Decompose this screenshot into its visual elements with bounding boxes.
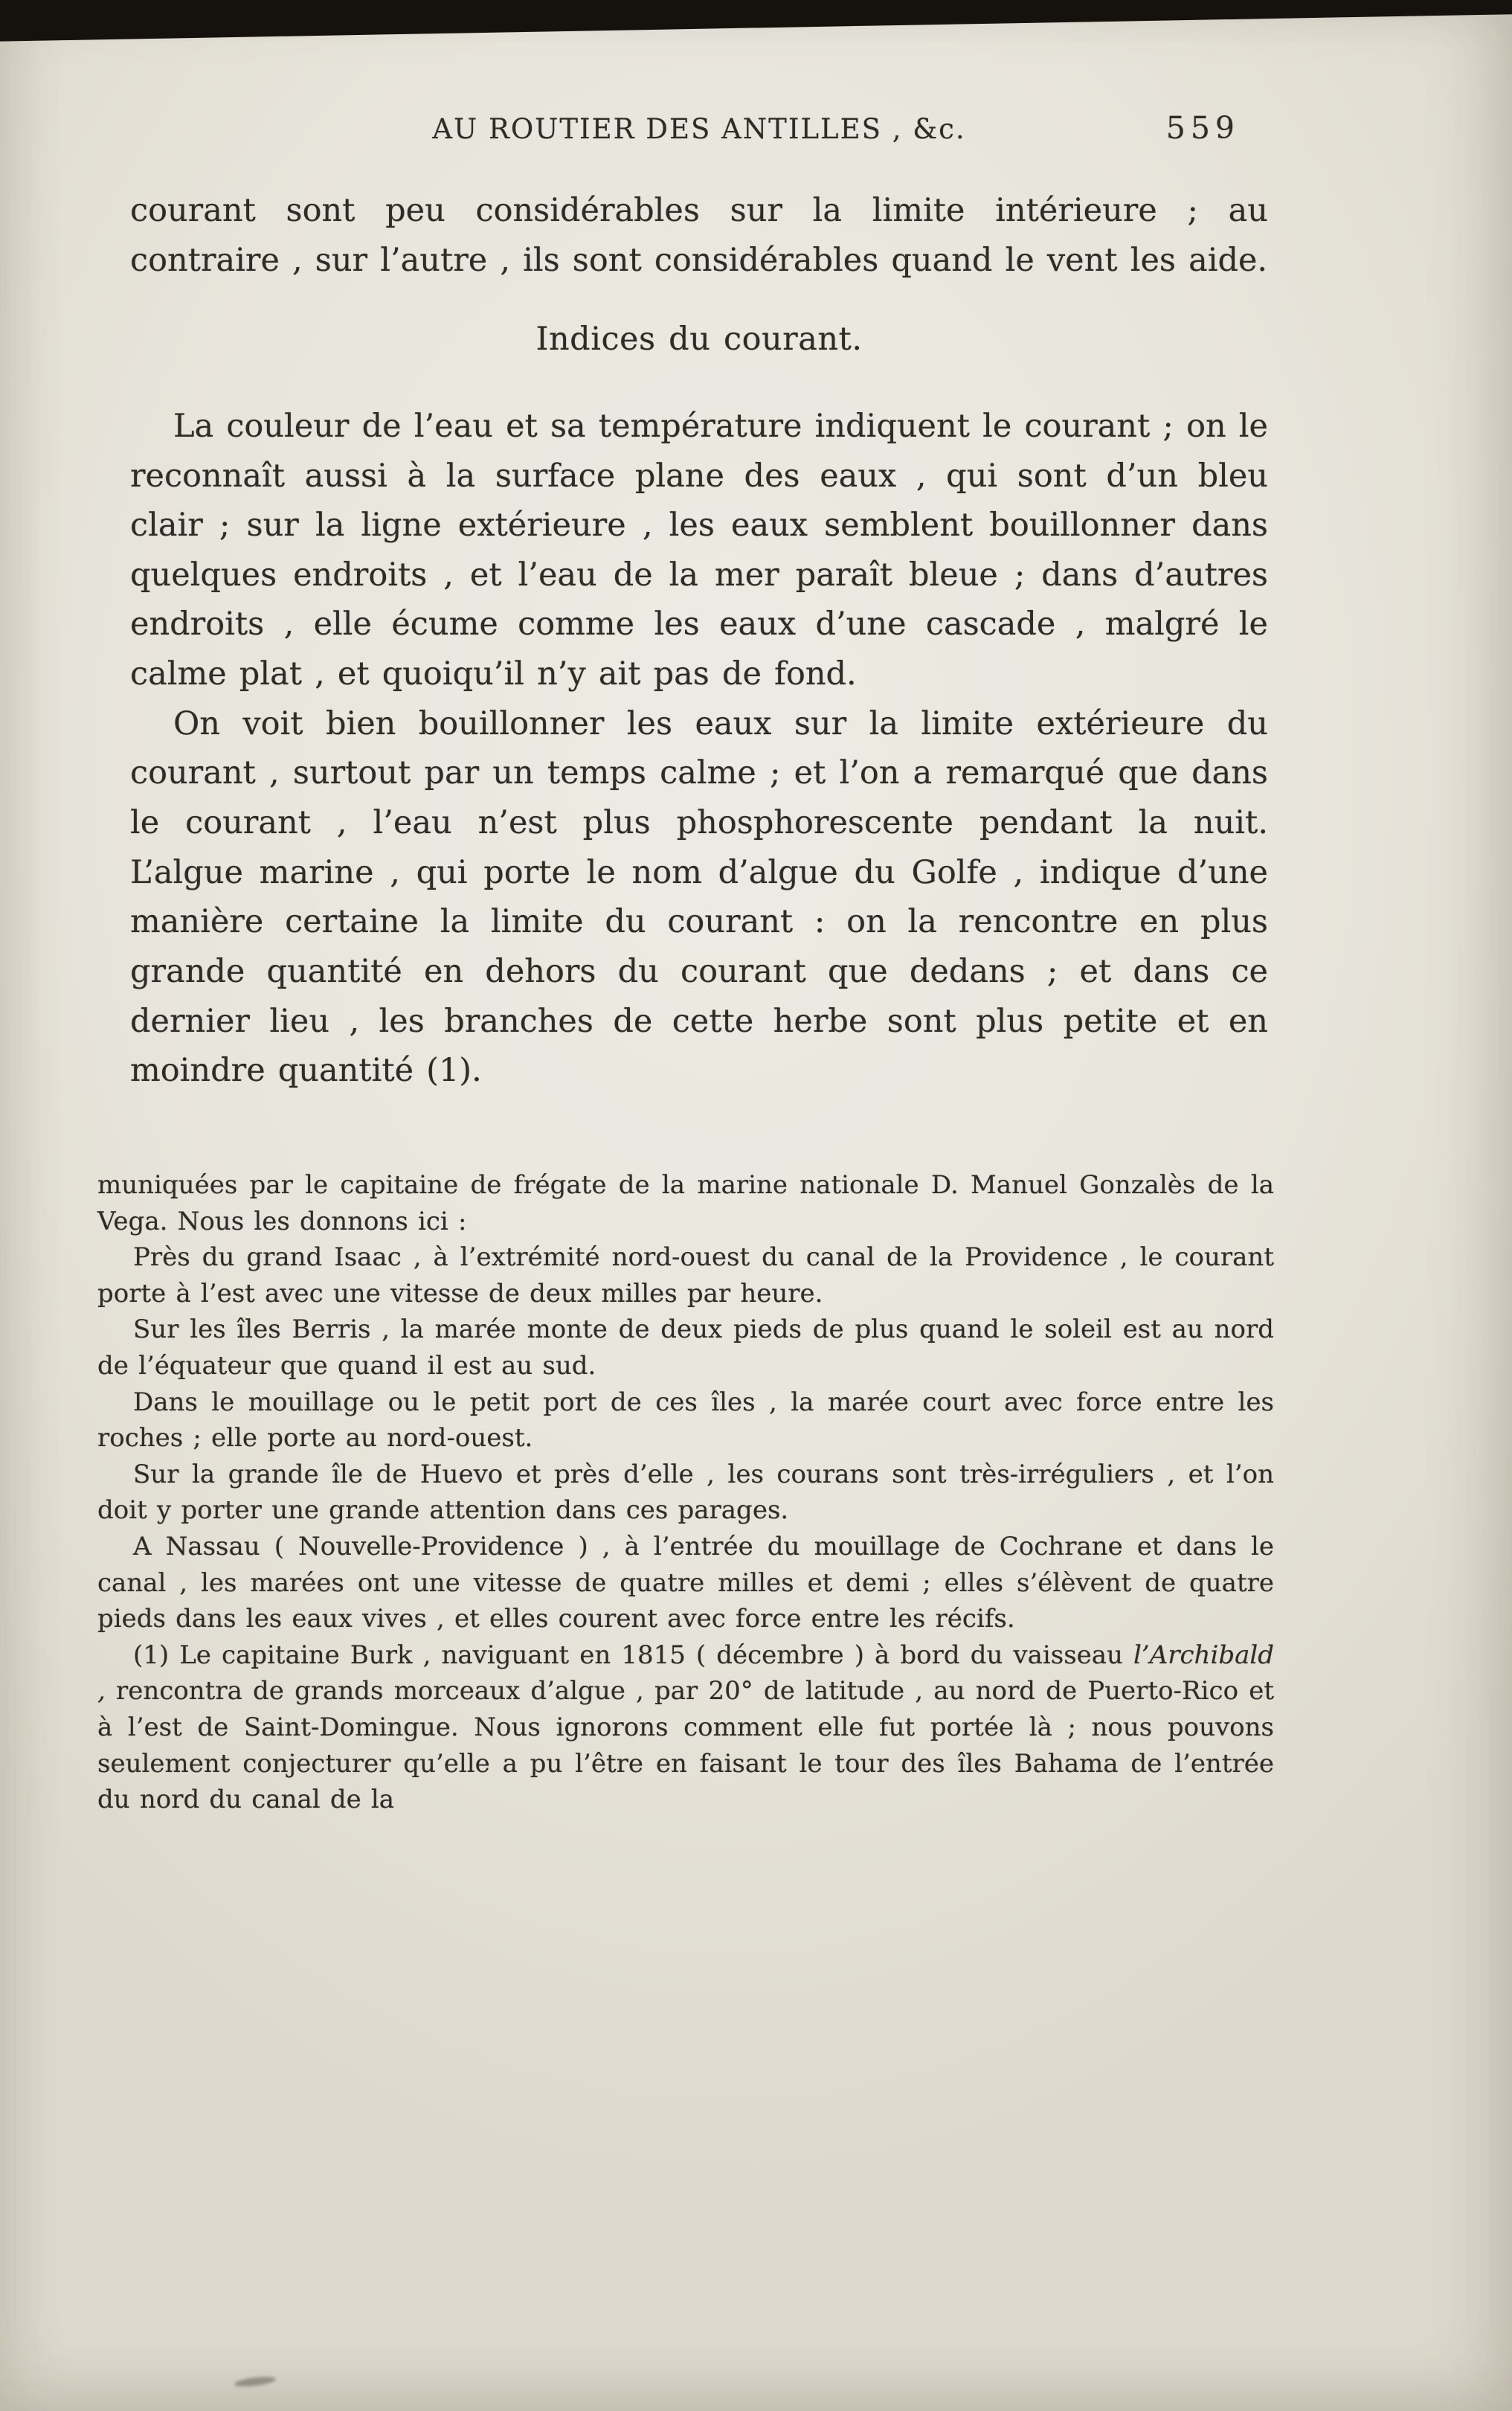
scan-top-edge bbox=[0, 0, 1512, 42]
footnote-item: A Nassau ( Nouvelle-Providence ) , à l’entrée du mouillage de Cochrane et dans le canal , les marées ont une vitesse de quatre milles et demi ; elles s’élèvent de quatre pieds dans les eaux vives , et elles courent avec force entre les récifs. bbox=[97, 1531, 1274, 1634]
footnote-item: Près du grand Isaac , à l’extrémité nord-ouest du canal de la Providence , le courant porte à l’est avec une vitesse de deux milles par heure. bbox=[97, 1242, 1274, 1309]
section-heading: Indices du courant. bbox=[535, 321, 863, 359]
body-paragraph: On voit bien bouillonner les eaux sur la limite extérieure du courant , surtout par un temps calme ; et l’on a remarqué que dans le courant , l’eau n’est plus phosphorescente pendant la nuit. L’algue marine , qui porte le nom d’algue du Golfe , indique d’une manière certaine la limite du courant : on la rencontre en plus grande quantité en dehors du courant que dedans ; et dans ce dernier lieu , les branches de cette herbe sont plus petite et en moindre quantité (1). bbox=[130, 704, 1268, 1090]
body-paragraph: La couleur de l’eau et sa température indiquent le courant ; on le reconnaît aussi à la surface plane des eaux , qui sont d’un bleu clair ; sur la ligne extérieure , les eaux semblent bouillonner dans quelques endroits , et l’eau de la mer paraît bleue ; dans d’autres endroits , elle écume comme les eaux d’une cascade , malgré le calme plat , et quoiqu’il n’y ait pas de fond. bbox=[130, 407, 1268, 693]
footnotes-block bbox=[97, 1167, 1274, 1818]
page-number: 559 bbox=[1165, 110, 1240, 146]
body-paragraph-continuation: courant sont peu considérables sur la limite intérieure ; au contraire , sur l’autre , ils sont considérables quand le vent les aide. bbox=[130, 192, 1268, 279]
footnote-note1-text: rencontra de grands morceaux d’algue , par 20° de latitude , au nord de Puerto-Rico et à l’est de Saint-Domingue. Nous ignorons comment elle fut portée là ; nous pouvons seulement conjecturer qu’elle a pu l’être en faisant le tour des îles Bahama de l’entrée du nord du canal de la bbox=[97, 1676, 1274, 1815]
footnote-continuation: muniquées par le capitaine de frégate de la marine nationale D. Manuel Gonzalès de la Vega. Nous les donnons ici : bbox=[97, 1169, 1274, 1236]
scan-smudge bbox=[234, 2375, 277, 2389]
running-header bbox=[130, 110, 1268, 152]
running-header-title: AU ROUTIER DES ANTILLES , &c. bbox=[432, 113, 966, 145]
footnote-item: Dans le mouillage ou le petit port de ces îles , la marée court avec force entre les roches ; elle porte au nord-ouest. bbox=[97, 1387, 1274, 1454]
main-text-block bbox=[130, 186, 1268, 1096]
footnote-item: Sur les îles Berris , la marée monte de deux pieds de plus quand le soleil est au nord de l’équateur que quand il est au sud. bbox=[97, 1314, 1274, 1381]
page-content bbox=[97, 110, 1274, 1818]
footnote-note1-text: (1) Le capitaine Burk , naviguant en 1815 ( décembre ) à bord du vaisseau bbox=[133, 1640, 1134, 1670]
footnote-note1 bbox=[97, 1637, 1274, 1818]
footnote-item: Sur la grande île de Huevo et près d’elle , les courans sont très-irréguliers , et l’on doit y porter une grande attention dans ces parages. bbox=[97, 1459, 1274, 1526]
ship-name-italic: l’Archibald , bbox=[97, 1640, 1274, 1707]
